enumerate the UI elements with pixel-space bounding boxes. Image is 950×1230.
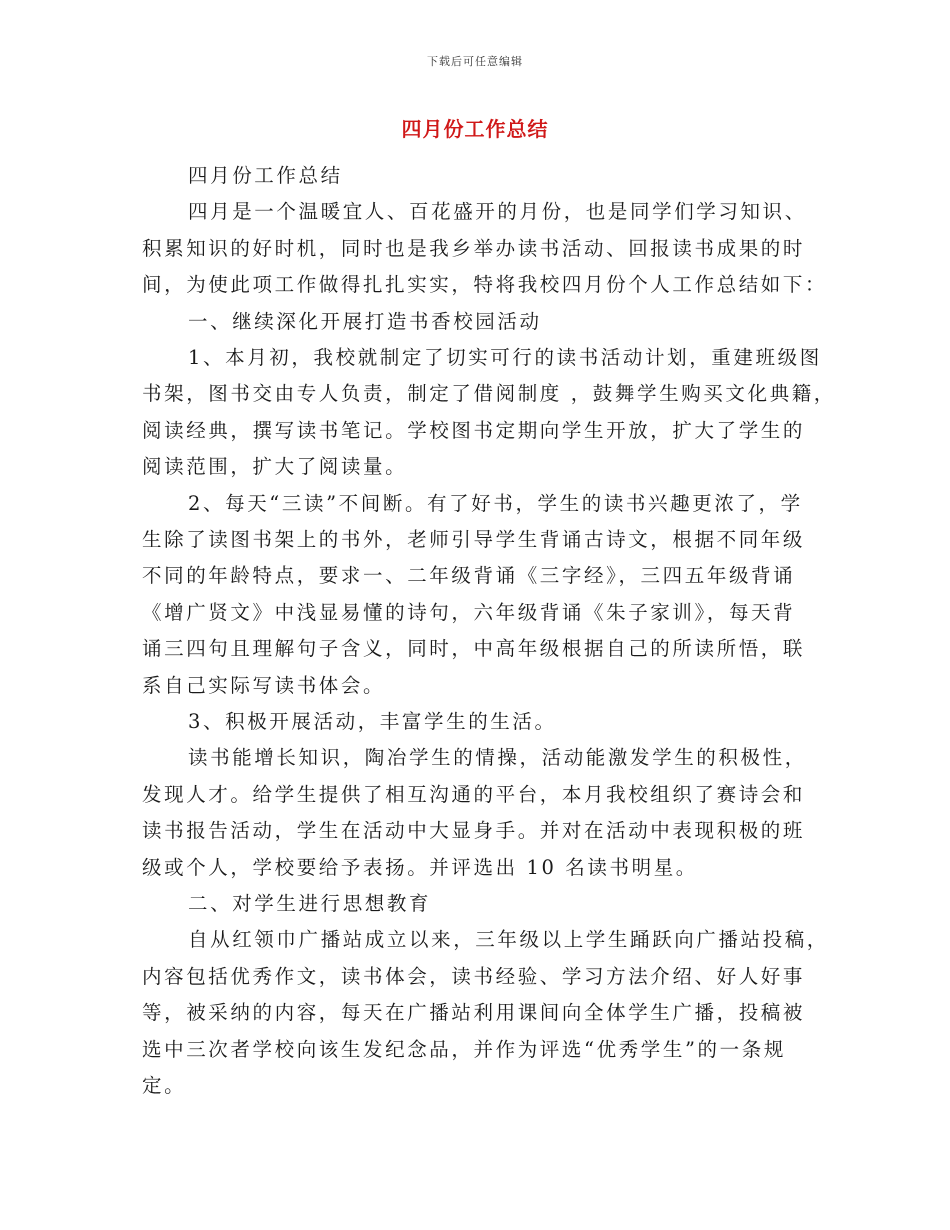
body-line: 级或个人，学校要给予表扬。并评选出 10 名读书明星。 — [142, 855, 698, 879]
body-line: 生除了读图书架上的书外，老师引导学生背诵古诗文，根据不同年级 — [142, 528, 806, 551]
body-line: 选中三次者学校向该生发纪念品，并作为评选“优秀学生”的一条规 — [142, 1037, 786, 1061]
body-line: 3、积极开展活动，丰富学生的生活。 — [188, 710, 557, 733]
body-line: 不同的年龄特点，要求一、二年级背诵《三字经》，三四五年级背诵 — [142, 564, 796, 588]
body-line: 一、继续深化开展打造书香校园活动 — [188, 309, 542, 333]
body-line: 自从红领巾广播站成立以来，三年级以上学生踊跃向广播站投稿， — [188, 928, 829, 952]
header-note: 下载后可任意编辑 — [427, 55, 523, 68]
body-line: 2、每天“三读”不间断。有了好书，学生的读书兴趣更浓了，学 — [188, 491, 803, 515]
body-line: 书架，图书交由专人负责，制定了借阅制度 ，鼓舞学生购买文化典籍， — [142, 382, 836, 406]
body-line: 《增广贤文》中浅显易懂的诗句，六年级背诵《朱子家训》，每天背 — [142, 600, 796, 624]
body-line: 诵三四句且理解句子含义，同时，中高年级根据自己的所读所悟，联 — [142, 637, 806, 661]
body-line: 读书能增长知识，陶冶学生的情操，活动能激发学生的积极性， — [188, 746, 807, 770]
body-line: 四月是一个温暖宜人、百花盛开的月份，也是同学们学习知识、 — [188, 200, 807, 224]
body-line: 系自己实际写读书体会。 — [142, 673, 386, 697]
body-line: 积累知识的好时机，同时也是我乡举办读书活动、回报读书成果的时 — [142, 236, 806, 260]
body-line: 间，为使此项工作做得扎扎实实，特将我校四月份个人工作总结如下： — [142, 273, 828, 297]
body-line: 定。 — [142, 1074, 187, 1097]
body-line: 内容包括优秀作文，读书体会，读书经验、学习方法介绍、好人好事 — [142, 964, 806, 988]
body-line: 四月份工作总结 — [188, 164, 343, 187]
body-line: 发现人才。给学生提供了相互沟通的平台，本月我校组织了赛诗会和 — [142, 782, 806, 806]
body-line: 阅读范围，扩大了阅读量。 — [142, 455, 408, 479]
body-line: 1、本月初，我校就制定了切实可行的读书活动计划，重建班级图 — [188, 346, 822, 369]
body-line: 二、对学生进行思想教育 — [188, 892, 432, 915]
body-line: 阅读经典，撰写读书笔记。学校图书定期向学生开放，扩大了学生的 — [142, 418, 806, 442]
body-line: 读书报告活动，学生在活动中大显身手。并对在活动中表现积极的班 — [142, 819, 806, 843]
document-title: 四月份工作总结 — [401, 117, 549, 141]
body-line: 等，被采纳的内容，每天在广播站利用课间向全体学生广播，投稿被 — [142, 1001, 806, 1025]
